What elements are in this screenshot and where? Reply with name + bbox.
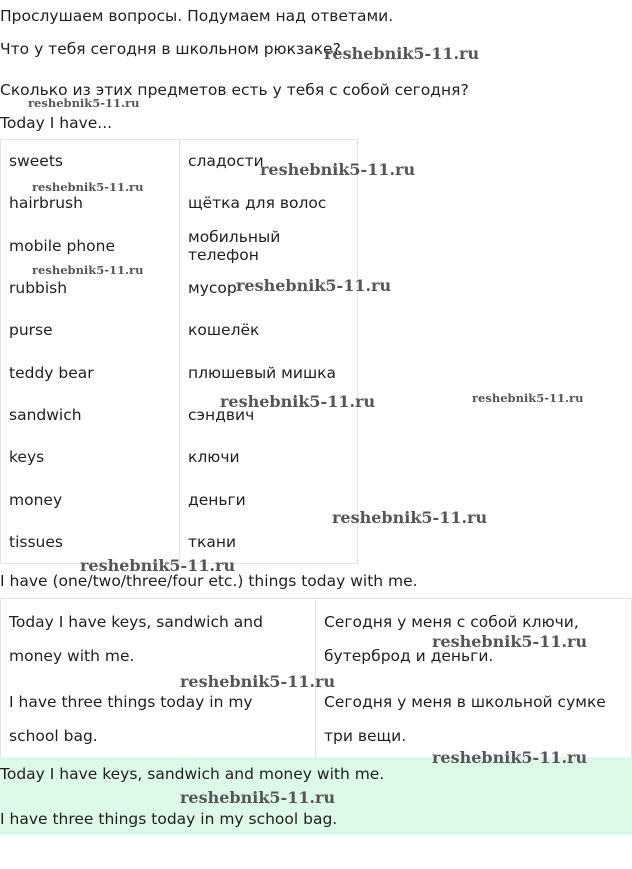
- vocab-en: teddy bear: [1, 351, 180, 393]
- vocab-ru: сладости: [188, 152, 264, 171]
- example-ru: Сегодня у меня с собой ключи, бутерброд и деньги.: [324, 613, 579, 665]
- intro-line-1: Прослушаем вопросы. Подумаем над ответами.: [0, 7, 394, 25]
- watermark: reshebnik5-11.ru: [180, 788, 336, 807]
- vocabulary-table: [0, 139, 358, 564]
- vocab-ru: плюшевый мишка: [188, 363, 336, 382]
- watermark: reshebnik5-11.ru: [236, 276, 392, 295]
- vocab-en: rubbish: [1, 267, 180, 309]
- example-ru: Сегодня у меня в школьной сумке три вещи.: [324, 693, 606, 745]
- vocab-en: sandwich: [1, 394, 180, 436]
- watermark: reshebnik5-11.ru: [32, 180, 144, 194]
- vocab-en: purse: [1, 309, 180, 351]
- vocab-en: sweets: [1, 140, 180, 183]
- watermark: reshebnik5-11.ru: [28, 96, 140, 110]
- vocab-ru: деньги: [188, 490, 246, 509]
- watermark: reshebnik5-11.ru: [180, 672, 336, 691]
- vocab-en: mobile phone: [1, 225, 180, 267]
- example-en: I have three things today in my school bag.: [1, 679, 316, 760]
- watermark: reshebnik5-11.ru: [80, 556, 236, 575]
- vocab-ru: мусор: [188, 279, 237, 298]
- vocab-en: tissues: [1, 521, 180, 564]
- intro-question-2: Сколько из этих предметов есть у тебя с собой сегодня?: [0, 81, 469, 99]
- table-row: [1, 436, 358, 478]
- watermark: reshebnik5-11.ru: [332, 508, 488, 527]
- table-row: [1, 478, 358, 520]
- vocab-ru: ключи: [188, 448, 240, 467]
- vocab-ru: мобильный телефон: [188, 227, 281, 264]
- intro-question-1: Что у тебя сегодня в школьном рюкзаке?: [0, 40, 341, 58]
- table-row: [1, 351, 358, 393]
- watermark: reshebnik5-11.ru: [432, 748, 588, 767]
- vocab-ru: щётка для волос: [188, 194, 327, 213]
- table-row: [1, 225, 358, 267]
- example-en: Today I have keys, sandwich and money with me.: [1, 599, 316, 680]
- watermark: reshebnik5-11.ru: [32, 263, 144, 277]
- watermark: reshebnik5-11.ru: [472, 391, 584, 405]
- answer-line-2: I have three things today in my school bag.: [0, 810, 338, 828]
- watermark: reshebnik5-11.ru: [260, 160, 416, 179]
- vocab-en: hairbrush: [1, 182, 180, 224]
- watermark: reshebnik5-11.ru: [220, 392, 376, 411]
- table-row: [1, 309, 358, 351]
- answer-line-1: Today I have keys, sandwich and money with me.: [0, 765, 385, 783]
- answer-pattern: I have (one/two/three/four etc.) things today with me.: [0, 572, 418, 590]
- vocab-en: keys: [1, 436, 180, 478]
- watermark: reshebnik5-11.ru: [432, 632, 588, 651]
- vocab-ru: сэндвич: [188, 405, 255, 424]
- intro-prompt: Today I have...: [0, 114, 113, 132]
- vocab-ru: ткани: [188, 532, 237, 551]
- vocab-en: money: [1, 478, 180, 520]
- watermark: reshebnik5-11.ru: [324, 44, 480, 63]
- vocab-ru: кошелёк: [188, 321, 260, 340]
